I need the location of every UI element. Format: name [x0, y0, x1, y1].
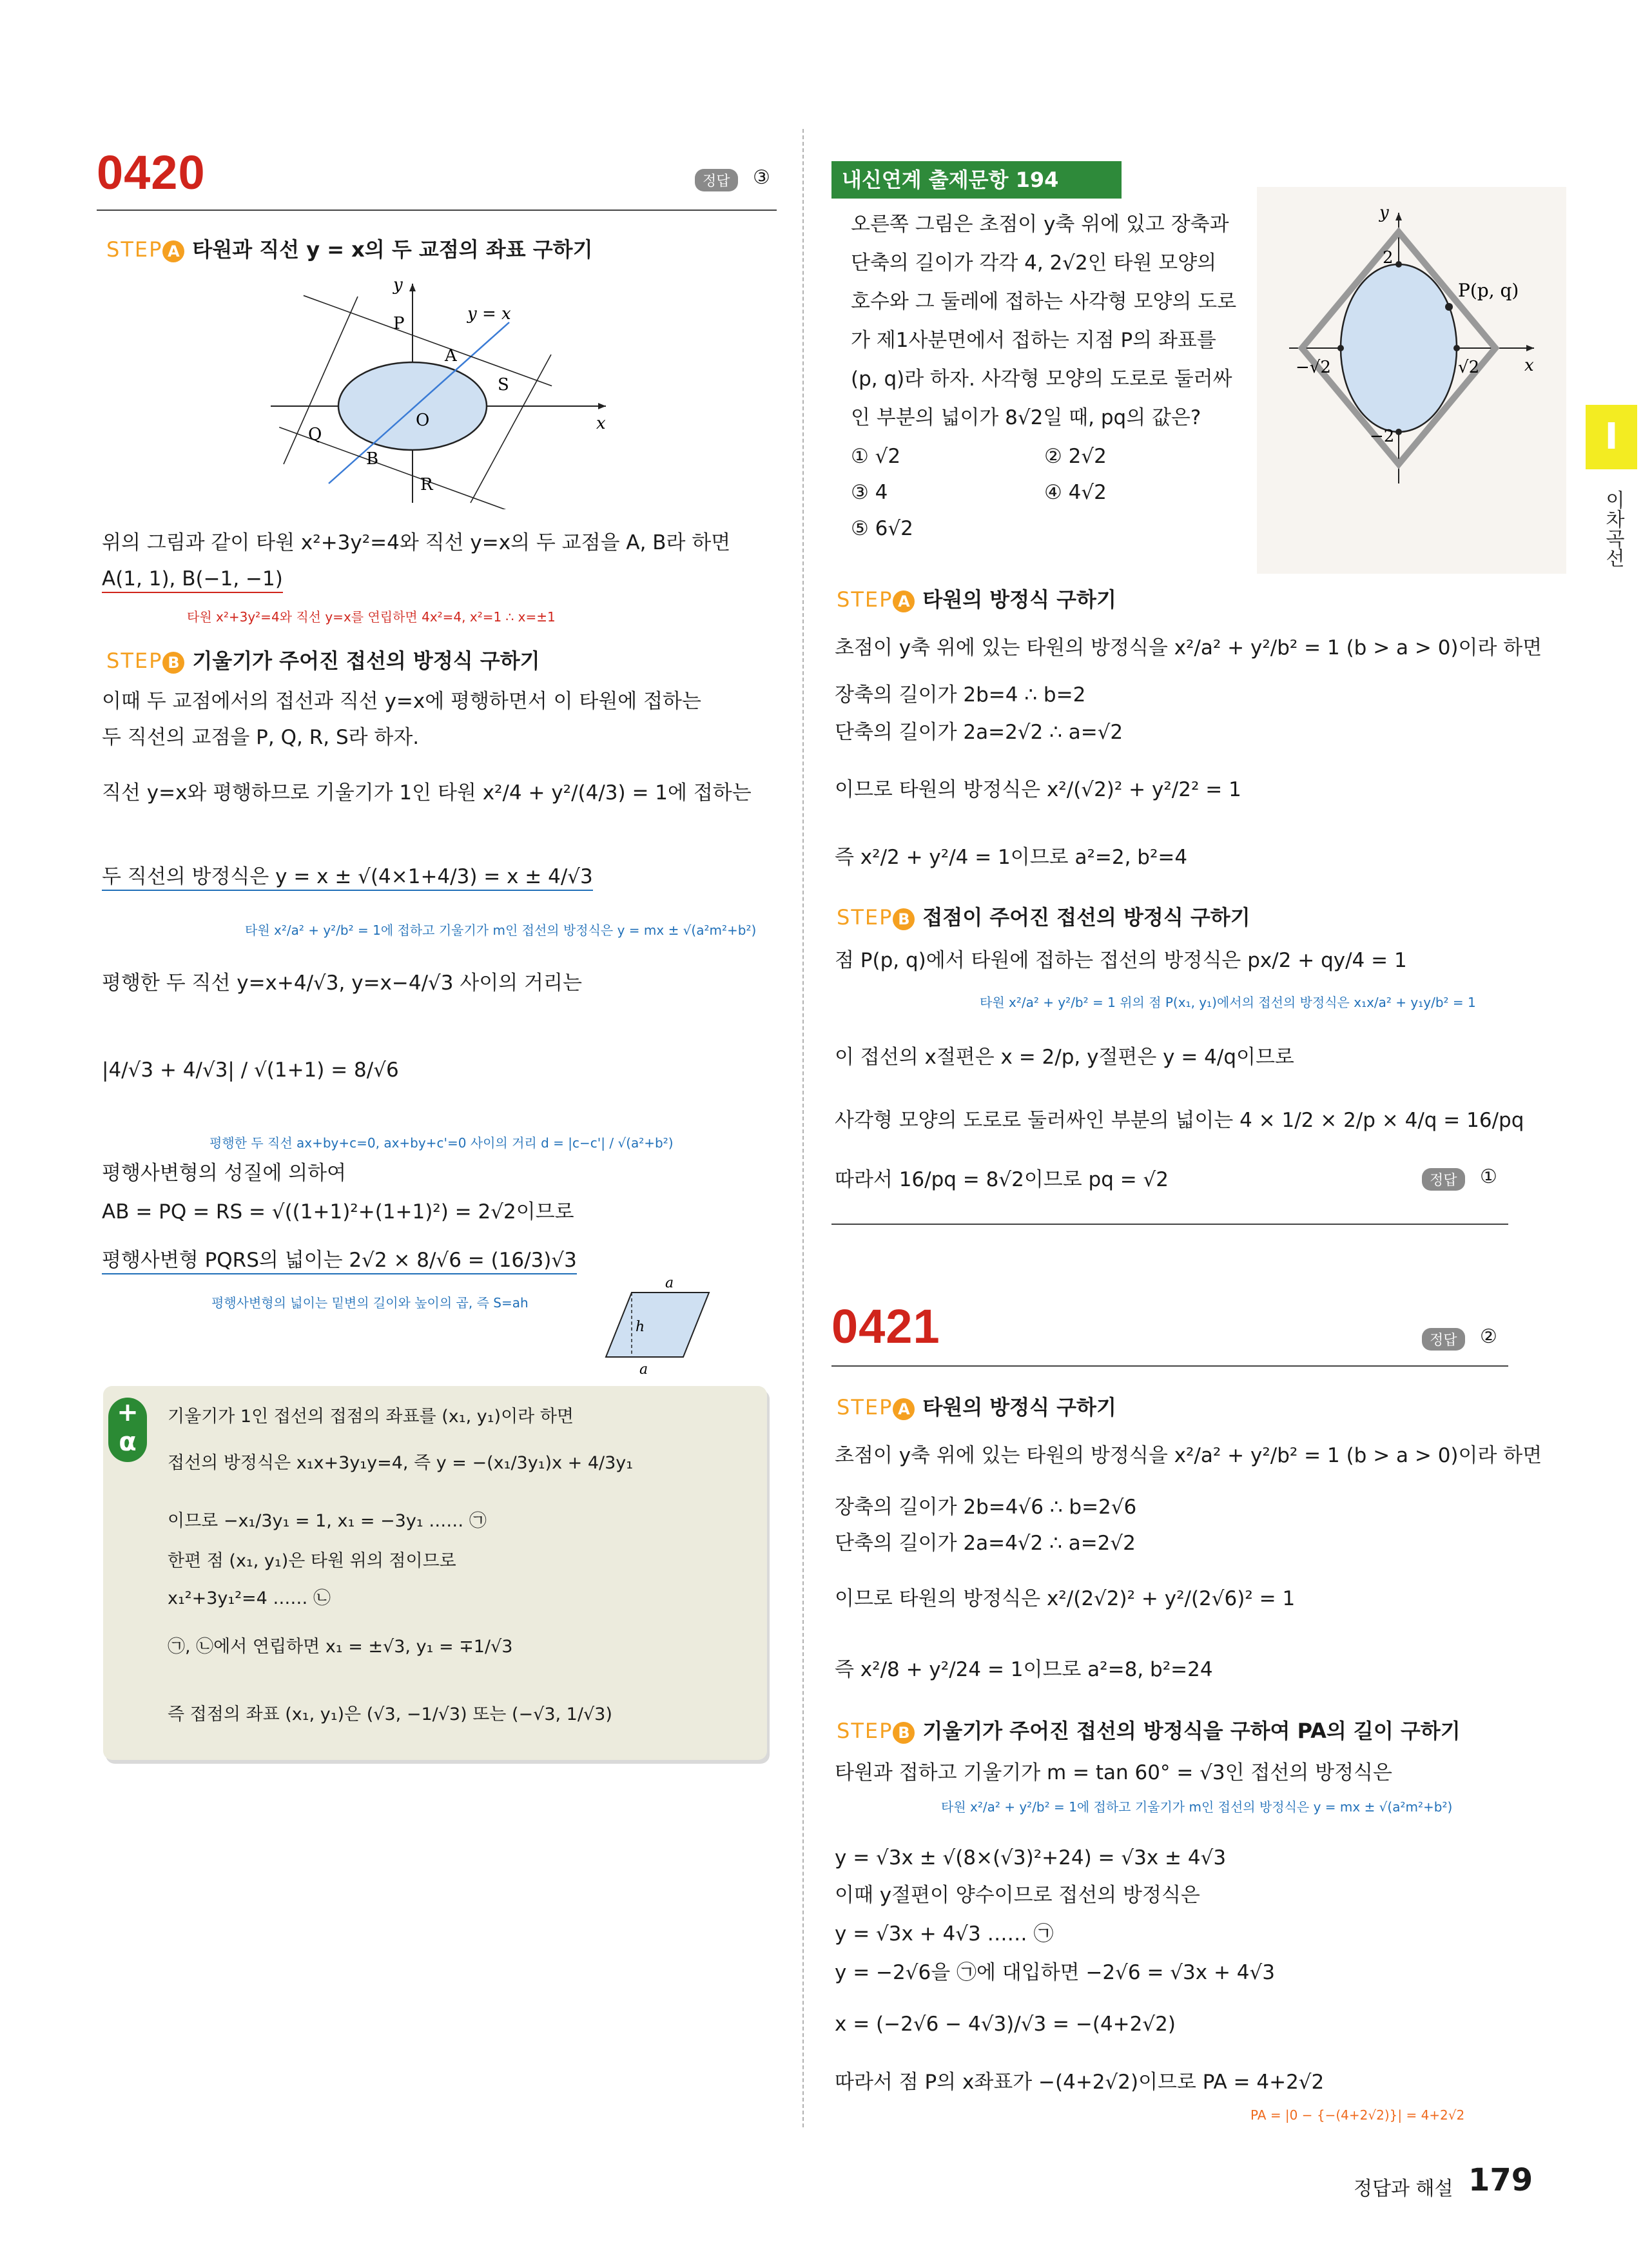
choice-3[interactable]: ③ 4: [851, 481, 888, 504]
step-a-heading: STEP A 타원의 방정식 구하기: [837, 1395, 1116, 1420]
footer-label: 정답과 해설: [1354, 2178, 1453, 2200]
answer-value: ③: [753, 166, 770, 189]
answer-tag: 정답: [1422, 1328, 1465, 1351]
fig-y-label: y: [1379, 203, 1389, 222]
text-line: y = −2√6을 ㉠에 대입하면 −2√6 = √3x + 4√3: [835, 1961, 1276, 1984]
answer-value: ②: [1480, 1325, 1497, 1348]
text-line: 초점이 y축 위에 있는 타원의 방정식을 x²/a² + y²/b² = 1 (b > a > 0)이라 하면: [835, 636, 1542, 659]
text-line: 평행사변형의 성질에 의하여: [102, 1162, 347, 1185]
fig-right-label: √2: [1458, 358, 1480, 377]
step-b-heading: STEP B 접점이 주어진 접선의 방정식 구하기: [837, 905, 1250, 930]
text-line: AB = PQ = RS = √((1+1)²+(1+1)²) = 2√2이므로: [102, 1200, 574, 1224]
answer-tag: 정답: [1422, 1168, 1465, 1191]
blue-note: 타원 x²/a² + y²/b² = 1에 접하고 기울기가 m인 접선의 방정식은 y = mx ± √(a²m²+b²): [245, 922, 757, 938]
exam-problem-box: [831, 161, 1573, 574]
question-line: 가 제1사분면에서 접하는 지점 P의 좌표를: [851, 329, 1216, 352]
text-line: 이므로 타원의 방정식은 x²/(2√2)² + y²/(2√6)² = 1: [835, 1587, 1296, 1610]
text-line: 위의 그림과 같이 타원 x²+3y²=4와 직선 y=x의 두 교점을 A, B라 하면: [102, 531, 731, 554]
origin-label: O: [416, 411, 430, 430]
answer-value: ①: [1480, 1166, 1497, 1188]
tip-line: 접선의 방정식은 x₁x+3y₁y=4, 즉 y = −(x₁/3y₁)x + 4/3y₁: [168, 1453, 634, 1473]
section-rule: [831, 1365, 1508, 1367]
choice-4[interactable]: ④ 4√2: [1044, 481, 1107, 504]
page-number: 179: [1468, 2162, 1533, 2198]
text-line: 이때 두 교점에서의 접선과 직선 y=x에 평행하면서 이 타원에 접하는: [102, 690, 701, 713]
fig-x-label: x: [1524, 356, 1534, 375]
exam-header: 내신연계 출제문항 194: [831, 161, 1122, 199]
text-line: 이 접선의 x절편은 x = 2/p, y절편은 y = 4/q이므로: [835, 1046, 1294, 1069]
text-line: y = √3x + 4√3 …… ㉠: [835, 1922, 1054, 1946]
point-p-label: P: [393, 314, 405, 333]
question-line: (p, q)라 하자. 사각형 모양의 도로로 둘러싸: [851, 367, 1232, 391]
chapter-label: 이차곡선: [1602, 490, 1624, 567]
para-bottom-label: a: [639, 1361, 648, 1376]
tip-line: 이므로 −x₁/3y₁ = 1, x₁ = −3y₁ …… ㉠: [168, 1511, 487, 1531]
text-line: |4/√3 + 4/√3| / √(1+1) = 8/√6: [102, 1059, 399, 1082]
point-b-label: B: [366, 449, 379, 469]
text-line: 평행사변형 PQRS의 넓이는 2√2 × 8/√6 = (16/3)√3: [102, 1247, 577, 1274]
fig-p-label: P(p, q): [1458, 280, 1519, 301]
point-q-label: Q: [308, 425, 322, 444]
diamond-ellipse-figure: [1276, 200, 1547, 490]
question-line: 호수와 그 둘레에 접하는 사각형 모양의 도로: [851, 290, 1237, 313]
step-b-heading: STEP B 기울기가 주어진 접선의 방정식 구하기: [106, 649, 540, 673]
text-line: y = √3x ± √(8×(√3)²+24) = √3x ± 4√3: [835, 1846, 1227, 1869]
para-h-label: h: [636, 1319, 645, 1335]
text-line: 장축의 길이가 2b=4 ∴ b=2: [835, 683, 1086, 707]
orange-note: PA = |0 − {−(4+2√2)}| = 4+2√2: [1250, 2107, 1465, 2123]
tip-line: x₁²+3y₁²=4 …… ㉡: [168, 1588, 331, 1608]
step-a-heading: STEP A 타원과 직선 y = x의 두 교점의 좌표 구하기: [106, 237, 593, 262]
text-line: 장축의 길이가 2b=4√6 ∴ b=2√6: [835, 1496, 1137, 1519]
text-line: 따라서 점 P의 x좌표가 −(4+2√2)이므로 PA = 4+2√2: [835, 2071, 1325, 2094]
x-axis-label: x: [596, 414, 606, 433]
step-a-heading: STEP A 타원의 방정식 구하기: [837, 587, 1116, 612]
text-line: 점 P(p, q)에서 타원에 접하는 접선의 방정식은 px/2 + qy/4 = 1: [835, 949, 1407, 972]
text-line: 타원과 접하고 기울기가 m = tan 60° = √3인 접선의 방정식은: [835, 1761, 1392, 1784]
fig-bottom-label: −2: [1370, 427, 1395, 446]
line-label: y = x: [467, 304, 511, 324]
blue-note: 평행한 두 직선 ax+by+c=0, ax+by+c'=0 사이의 거리 d = |c−c'| / √(a²+b²): [209, 1135, 674, 1151]
section-rule: [831, 1224, 1508, 1225]
fig-left-label: −√2: [1296, 358, 1331, 377]
point-a-label: A: [445, 346, 457, 366]
ellipse-parallelogram-figure: [258, 271, 619, 509]
question-line: 오른쪽 그림은 초점이 y축 위에 있고 장축과: [851, 213, 1229, 236]
text-line: 이때 y절편이 양수이므로 접선의 방정식은: [835, 1884, 1200, 1907]
chapter-tab[interactable]: I: [1586, 405, 1637, 469]
text-line: A(1, 1), B(−1, −1): [102, 566, 283, 593]
red-note: 타원 x²+3y²=4와 직선 y=x를 연립하면 4x²=4, x²=1 ∴ x=±1: [187, 609, 556, 625]
blue-note: 타원 x²/a² + y²/b² = 1에 접하고 기울기가 m인 접선의 방정식은 y = mx ± √(a²m²+b²): [941, 1799, 1453, 1815]
question-number-0421: 0421: [831, 1300, 940, 1353]
plus-alpha-icon: + α: [108, 1398, 147, 1462]
tip-line: 기울기가 1인 접선의 접점의 좌표를 (x₁, y₁)이라 하면: [168, 1407, 574, 1427]
text-line: 평행한 두 직선 y=x+4/√3, y=x−4/√3 사이의 거리는: [102, 971, 582, 995]
question-line: 단축의 길이가 각각 4, 2√2인 타원 모양의: [851, 251, 1217, 275]
text-line: 두 직선의 방정식은 y = x ± √(4×1+4/3) = x ± 4/√3: [102, 864, 593, 891]
parallelogram-figure: [593, 1273, 728, 1376]
choice-5[interactable]: ⑤ 6√2: [851, 517, 913, 540]
tip-box: [103, 1386, 767, 1760]
choice-2[interactable]: ② 2√2: [1044, 445, 1107, 468]
text-line: 사각형 모양의 도로로 둘러싸인 부분의 넓이는 4 × 1/2 × 2/p × 4/q = 16/pq: [835, 1109, 1524, 1132]
section-rule: [97, 210, 777, 211]
text-line: 초점이 y축 위에 있는 타원의 방정식을 x²/a² + y²/b² = 1 (b > a > 0)이라 하면: [835, 1444, 1542, 1467]
text-line: 단축의 길이가 2a=2√2 ∴ a=√2: [835, 721, 1123, 744]
fig-top-label: 2: [1383, 248, 1394, 268]
tip-line: ㉠, ㉡에서 연립하면 x₁ = ±√3, y₁ = ∓1/√3: [168, 1637, 513, 1657]
question-number-0420: 0420: [97, 146, 206, 199]
question-line: 인 부분의 넓이가 8√2일 때, pq의 값은?: [851, 406, 1201, 429]
blue-note: 평행사변형의 넓이는 밑변의 길이와 높이의 곱, 즉 S=ah: [211, 1295, 529, 1311]
text-line: 즉 x²/2 + y²/4 = 1이므로 a²=2, b²=4: [835, 846, 1188, 869]
para-top-label: a: [665, 1275, 674, 1291]
text-line: 이므로 타원의 방정식은 x²/(√2)² + y²/2² = 1: [835, 778, 1241, 801]
text-line: 단축의 길이가 2a=4√2 ∴ a=2√2: [835, 1532, 1136, 1555]
text-line: 두 직선의 교점을 P, Q, R, S라 하자.: [102, 726, 420, 749]
text-line: 즉 x²/8 + y²/24 = 1이므로 a²=8, b²=24: [835, 1658, 1213, 1681]
column-divider: [802, 129, 804, 2127]
point-s-label: S: [498, 375, 509, 395]
blue-note: 타원 x²/a² + y²/b² = 1 위의 점 P(x₁, y₁)에서의 접선의 방정식은 x₁x/a² + y₁y/b² = 1: [980, 995, 1476, 1010]
text-line: 따라서 16/pq = 8√2이므로 pq = √2: [835, 1168, 1169, 1191]
answer-tag: 정답: [695, 169, 738, 191]
step-b-heading: STEP B 기울기가 주어진 접선의 방정식을 구하여 PA의 길이 구하기: [837, 1719, 1461, 1743]
tip-line: 즉 접점의 좌표 (x₁, y₁)은 (√3, −1/√3) 또는 (−√3, 1/√3): [168, 1704, 612, 1724]
y-axis-label: y: [393, 275, 403, 295]
text-line: x = (−2√6 − 4√3)/√3 = −(4+2√2): [835, 2013, 1176, 2036]
text-line: 직선 y=x와 평행하므로 기울기가 1인 타원 x²/4 + y²/(4/3) = 1에 접하는: [102, 781, 752, 805]
tip-line: 한편 점 (x₁, y₁)은 타원 위의 점이므로: [168, 1551, 456, 1571]
choice-1[interactable]: ① √2: [851, 445, 901, 468]
point-r-label: R: [420, 475, 433, 494]
